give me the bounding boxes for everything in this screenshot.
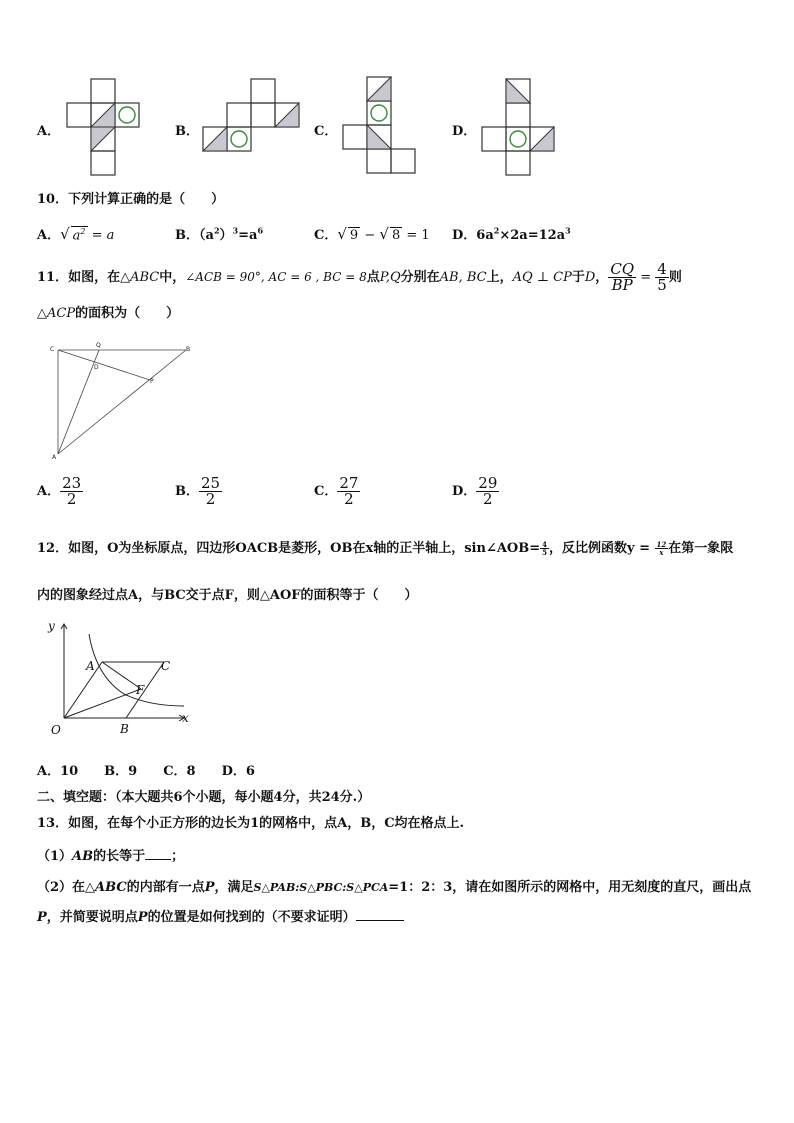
q11-option-c: C． $\frac{27}{2}$	[314, 474, 359, 508]
q13-answer-blank-2[interactable]	[356, 920, 404, 921]
q11-label-c: C	[50, 346, 55, 353]
q12-stem-line1: 12．如图，O为坐标原点，四边形OACB是菱形，OB在x轴的正半轴上，sin∠AOB= $\frac{4}{5}$ ，反比例函数y = $\frac{12}{x}$ 在第一象限	[37, 540, 734, 557]
q11-label-q: Q	[96, 342, 101, 349]
q13-answer-blank-1[interactable]	[145, 859, 171, 860]
q9-net-b	[202, 78, 302, 154]
q12-label-y: y	[48, 619, 55, 633]
q10-stem: 10．下列计算正确的是（ ）	[37, 192, 225, 207]
q12-label-f: F	[136, 683, 145, 697]
q9-net-a	[66, 78, 142, 178]
q13-stem: 13．如图，在每个小正方形的边长为1的网格中，点A，B，C均在格点上.	[37, 816, 465, 831]
section-2-heading: 二、填空题：（本大题共6个小题，每小题4分，共24分.）	[37, 790, 371, 805]
q10-option-b: B．$(a^2)^3=a^6$	[175, 225, 264, 243]
q12-label-o: O	[51, 723, 61, 737]
q10-option-d: D．$6a^2\times 2a=12a^3$	[452, 225, 571, 243]
q11-label-p: P	[150, 378, 154, 385]
q11-figure	[48, 342, 198, 462]
q11-option-b: B． $\frac{25}{2}$	[175, 474, 221, 508]
q9-net-d	[481, 78, 557, 178]
q12-label-c: C	[161, 659, 171, 673]
q13-part2-line2: P，并简要说明点P的位置是如何找到的（不要求证明）	[37, 906, 404, 925]
q9-option-c-label: C．	[314, 124, 338, 139]
q9-option-b-label: B．	[175, 124, 199, 139]
q12-figure	[44, 618, 194, 740]
q12-label-b: B	[120, 722, 129, 736]
q11-label-a: A	[52, 454, 57, 461]
q11-option-d: D． $\frac{29}{2}$	[452, 474, 498, 508]
q11-label-b: B	[186, 346, 191, 353]
q13-part2-line1: （2）在△ABC的内部有一点P，满足S△PAB:S△PBC:S△PCA=1：2：3，请在如图所示的网格中，用无刻度的直尺，画出点	[37, 880, 752, 895]
q11-stem-line1: 11．如图，在△ABC中，∠ACB = 90°, AC = 6 , BC = 8点P,Q分别在AB, BC上，AQ ⊥ CP于D， $\frac{CQ}{BP}$ = $\frac{4}{5}$ 则	[37, 260, 682, 294]
q11-stem-line2: △ACP的面积为（ ）	[37, 306, 180, 321]
q13-part1: （1）AB的长等于 ；	[37, 849, 185, 864]
q10-option-a: A．√ $a^2 = a$	[37, 225, 115, 243]
q12-label-x: x	[182, 711, 189, 725]
q10-option-c: C．√ 9 − √ 8 = 1	[314, 225, 430, 243]
q9-net-c	[342, 76, 418, 178]
q11-label-d: D	[94, 364, 99, 371]
q12-options: A．10 B．9 C．8 D．6	[37, 764, 255, 779]
q12-label-a: A	[86, 659, 95, 673]
q9-option-a-label: A．	[37, 124, 61, 139]
q12-stem-line2: 内的图象经过点A，与BC交于点F，则△AOF的面积等于（ ）	[37, 588, 418, 603]
q11-option-a: A． $\frac{23}{2}$	[37, 474, 82, 508]
q9-option-d-label: D．	[452, 124, 477, 139]
